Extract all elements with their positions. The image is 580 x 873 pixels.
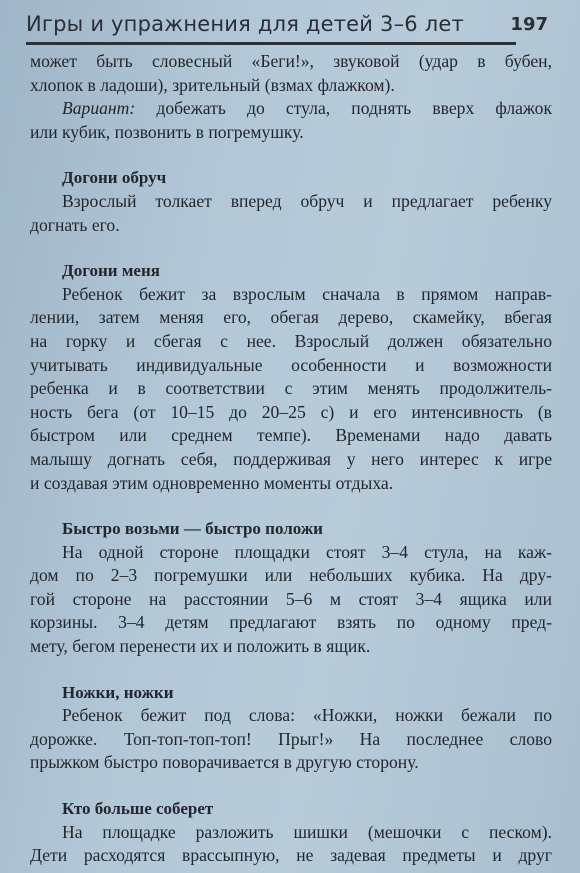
variant-text: добежать до стула, поднять вверх флажок [135, 98, 552, 119]
text-line: Дети расходятся врассыпную, не задевая предметы и друг [30, 845, 552, 866]
section-heading: Догони обруч [62, 168, 167, 188]
text-line: корзины. 3–4 детям предлагают взять по одному пред- [30, 612, 552, 633]
text-line: На одной стороне площадки стоят 3–4 стула, на каж- [62, 541, 552, 562]
text-line: догнать его. [30, 214, 120, 235]
text-line: лении, затем меняя его, обегая дерево, скамейку, вбегая [30, 307, 552, 328]
text-line: хлопок в ладоши), зрительный (взмах флажком). [30, 74, 395, 95]
section-heading: Догони меня [62, 261, 160, 281]
text-line: прыжком быстро поворачивается в другую сторону. [30, 752, 419, 773]
variant-line [30, 97, 552, 121]
text-line: и создавая этим одновременно моменты отдыха. [30, 472, 394, 493]
text-line: Взрослый толкает вперед обруч и предлагает ребенку [62, 190, 552, 211]
text-line: быстром или среднем темпе). Временами надо давать [30, 425, 552, 446]
text-line: малышу догнать себя, поддерживая у него интерес к игре [30, 448, 552, 469]
body-text [30, 50, 552, 868]
text-line: ность бега (от 10–15 до 20–25 с) и его интенсивность (в [30, 401, 552, 422]
text-line: дорожке. Топ-топ-топ-топ! Прыг!» На последнее слово [30, 728, 552, 749]
running-title: Игры и упражнения для детей 3–6 лет [26, 12, 464, 36]
section-heading: Быстро возьми — быстро положи [62, 519, 323, 539]
text-line: гой стороне на расстоянии 5–6 м стоят 3–4 ящика или [30, 588, 552, 609]
text-line: на горку и сбегая с нее. Взрослый должен обязательно [30, 330, 552, 351]
section-heading: Кто больше соберет [62, 799, 214, 819]
text-line: Ребенок бежит за взрослым сначала в прямом направ- [62, 283, 552, 304]
text-line: ребенка и в соответствии с этим менять продолжитель- [30, 378, 552, 399]
variant-label: Вариант: [62, 98, 136, 119]
header-rule [26, 42, 516, 45]
text-line: мету, бегом перенести их и положить в ящик. [30, 636, 371, 657]
text-line: может быть словесный «Беги!», звуковой (удар в бубен, [30, 51, 552, 71]
text-line: На площадке разложить шишки (мешочки с песком). [62, 821, 552, 842]
text-line: или кубик, позвонить в погремушку. [30, 121, 304, 142]
page-number: 197 [510, 14, 548, 35]
section-heading: Ножки, ножки [62, 682, 174, 702]
text-line: Ребенок бежит под слова: «Ножки, ножки бежали по [62, 705, 552, 726]
text-line: учитывать индивидуальные особенности и возможности [30, 354, 552, 375]
text-line: дом по 2–3 погремушки или небольших кубика. На дру- [30, 565, 552, 586]
page-header [26, 6, 556, 46]
